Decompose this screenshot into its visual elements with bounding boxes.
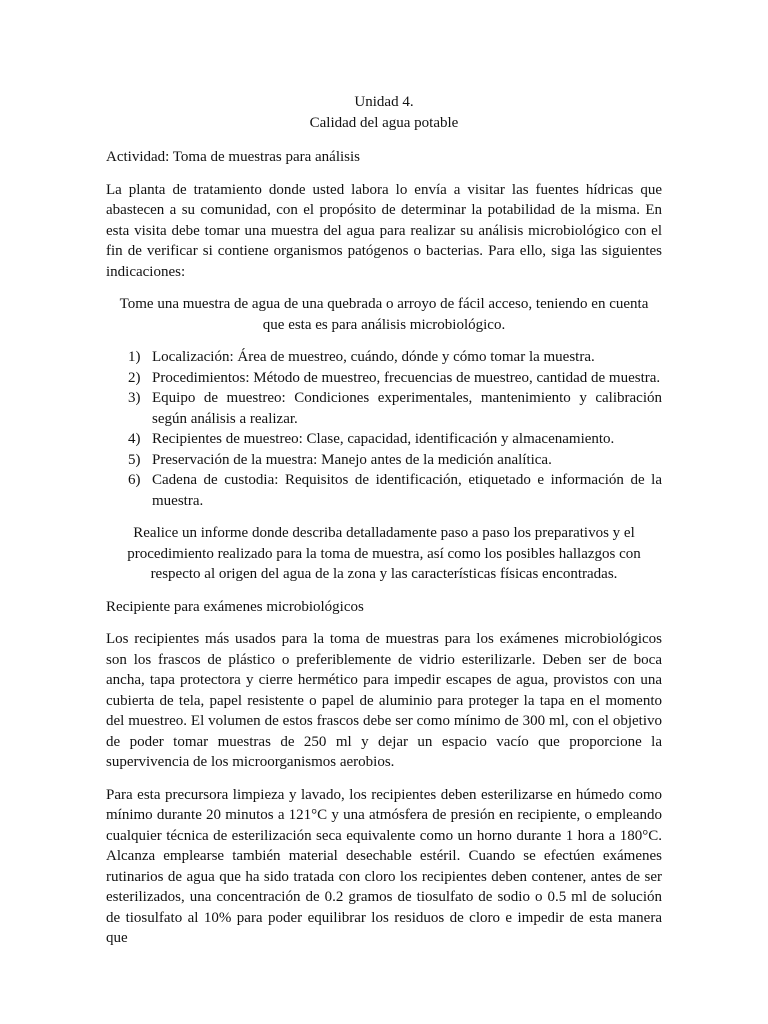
list-item-number: 2) — [128, 369, 141, 386]
intro-paragraph: La planta de tratamiento donde usted labora lo envía a visitar las fuentes hídricas que abastecen a su comunidad, con el propósito de determinar la potabilidad de la misma. En esta visita debe tomar una muestra del agua para realizar su análisis microbiológico con el fin de verificar si contiene organismos patógenos o bacterias. Para ello, siga las siguientes indicaciones: — [106, 181, 662, 280]
list-item-text: Preservación de la muestra: Manejo antes de la medición analítica. — [152, 451, 552, 468]
containers-paragraph: Los recipientes más usados para la toma de muestras para los exámenes microbiológicos son los frascos de plástico o preferiblemente de vidrio esterilizarle. Deben ser de boca ancha, tapa protectora y cierre hermético para impedir escapes de agua, provistos con una cubierta de tela, papel resistente o papel de aluminio para proteger la tapa en el momento del muestreo. El volumen de estos frascos debe ser como mínimo de 300 ml, con el objetivo de poder tomar muestras de 250 ml y dejar un espacio vacío que proporcione la supervivencia de los microorganismos aerobios. — [106, 631, 662, 770]
document-page — [106, 92, 662, 949]
list-item-number: 4) — [128, 431, 141, 447]
list-item-text: Cadena de custodia: Requisitos de identificación, etiquetado e información de la muestra. — [152, 472, 662, 509]
list-item-number: 1) — [128, 349, 141, 365]
list-item — [106, 368, 662, 389]
list-item — [106, 470, 662, 511]
list-item — [106, 347, 662, 368]
list-item-text: Equipo de muestreo: Condiciones experimentales, mantenimiento y calibración según análisis a realizar. — [152, 390, 662, 427]
sterilization-paragraph: Para esta precursora limpieza y lavado, los recipientes deben esterilizarse en húmedo como mínimo durante 20 minutos a 121°C y una atmósfera de presión en recipiente, o empleando cualquier técnica de esterilización seca equivalente como un horno durante 1 hora a 180°C. Alcanza emplearse también material desechable estéril. Cuando se efectúen exámenes rutinarios de agua que ha sido tratada con cloro los recipientes deben contener, antes de ser esterilizados, una concentración de 0.2 gramos de tiosulfato de sodio o 0.5 ml de solución de tiosulfato al 10% para poder equilibrar los residuos de cloro e impedir de esta manera que — [106, 786, 662, 946]
list-item — [106, 429, 662, 450]
activity-heading: Actividad: Toma de muestras para análisis — [106, 149, 361, 165]
list-item-text: Procedimientos: Método de muestreo, frecuencias de muestreo, cantidad de muestra. — [152, 369, 661, 386]
list-item-number: 3) — [128, 390, 141, 406]
list-item-number: 5) — [128, 451, 141, 468]
instruction-paragraph: Tome una muestra de agua de una quebrada o arroyo de fácil acceso, teniendo en cuenta que esta es para análisis microbiológico. — [119, 296, 649, 333]
list-item-text: Localización: Área de muestreo, cuándo, dónde y cómo tomar la muestra. — [152, 349, 595, 365]
unit-heading: Unidad 4. — [354, 94, 414, 110]
section-heading: Recipiente para exámenes microbiológicos — [106, 598, 364, 615]
list-item-number: 6) — [128, 472, 141, 488]
list-item — [106, 388, 662, 429]
list-item-text: Recipientes de muestreo: Clase, capacidad, identificación y almacenamiento. — [152, 431, 615, 447]
list-item — [106, 450, 662, 471]
document-title: Calidad del agua potable — [309, 114, 459, 131]
report-paragraph: Realice un informe donde describa detalladamente paso a paso los preparativos y el procedimiento realizado para la toma de muestra, así como los posibles hallazgos con respecto al origen del agua de la zona y las características físicas encontradas. — [127, 525, 641, 582]
steps-list — [106, 347, 662, 511]
